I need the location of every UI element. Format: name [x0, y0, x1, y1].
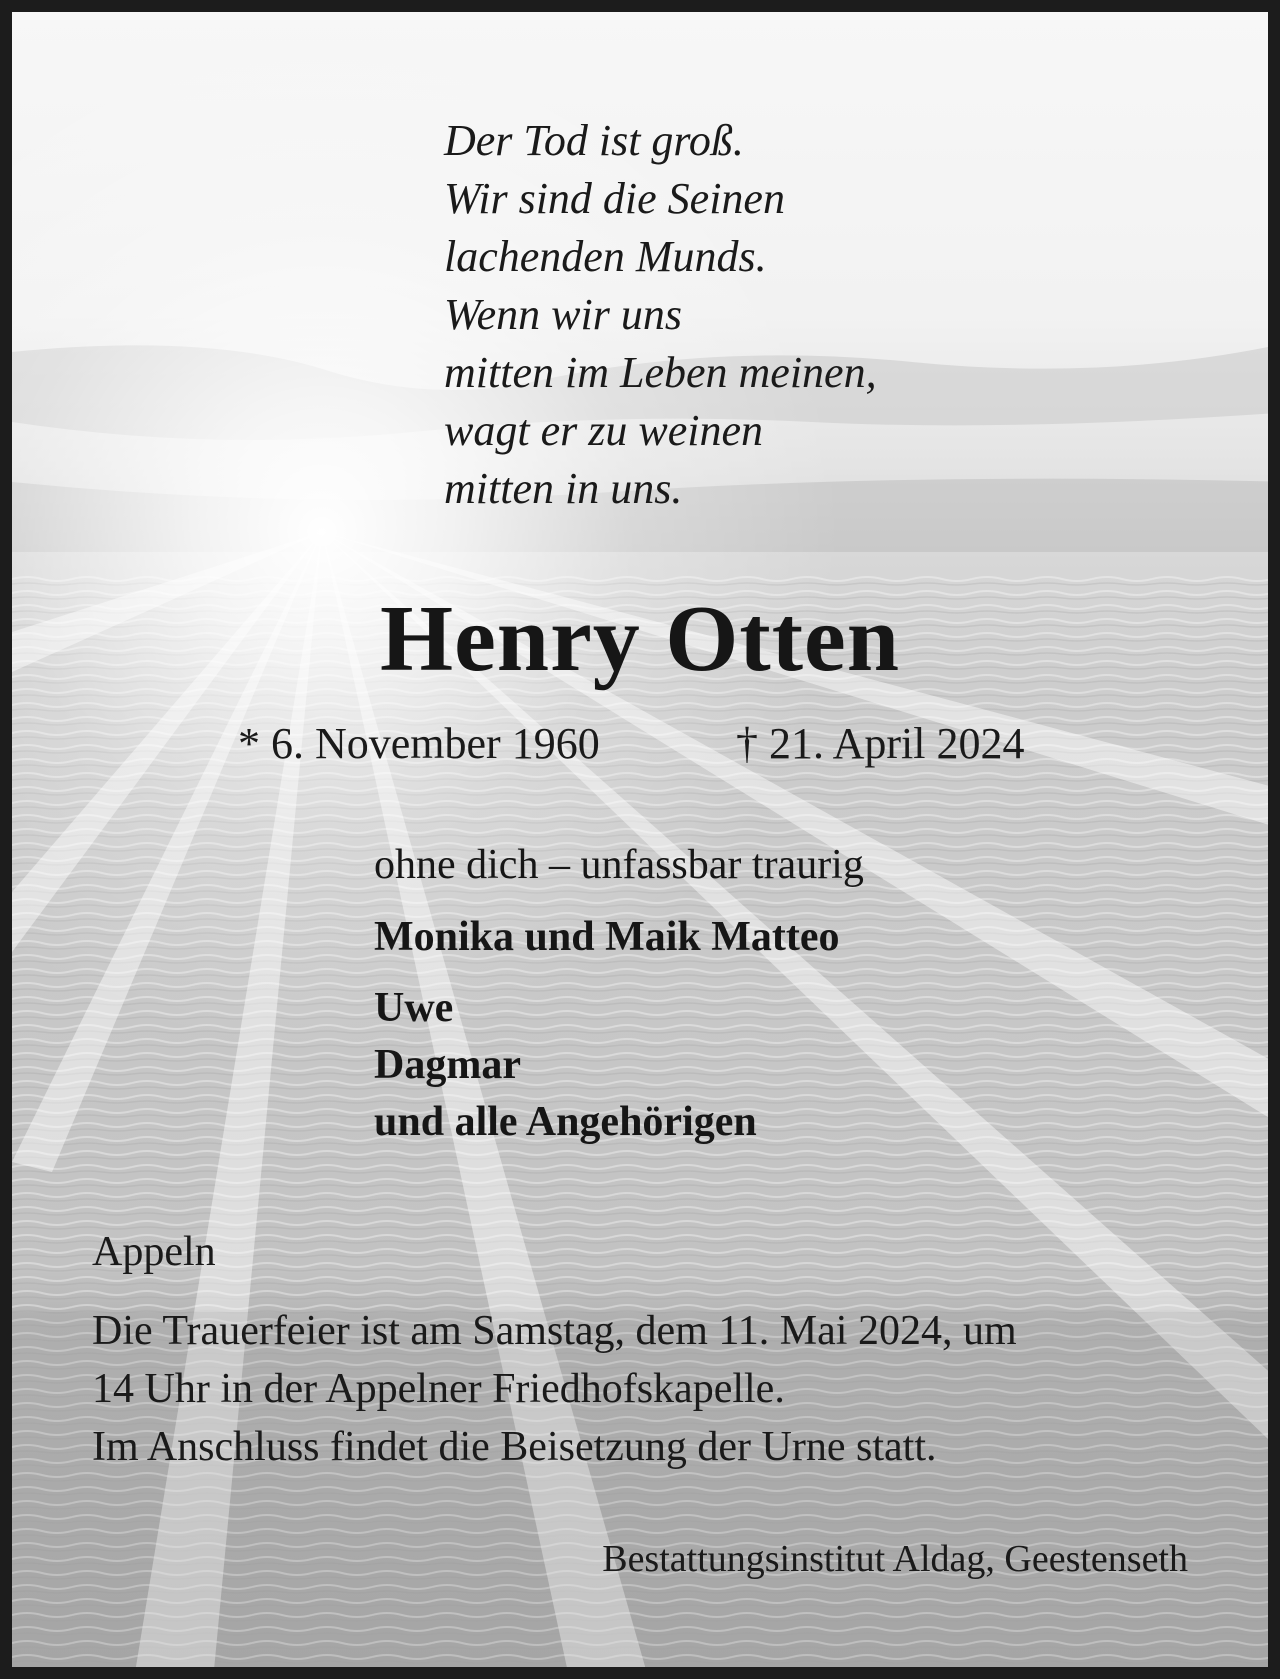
- verse-line: mitten im Leben meinen,: [444, 348, 877, 397]
- mourner-group: [374, 980, 864, 1151]
- mourners: [374, 836, 864, 1151]
- verse-line: wagt er zu weinen: [444, 406, 763, 455]
- mourners-intro: ohne dich – unfassbar traurig: [374, 842, 864, 888]
- verse-line: mitten in uns.: [444, 464, 683, 513]
- mourner-name: und alle Angehörigen: [374, 1099, 757, 1145]
- verse-line: Der Tod ist groß.: [444, 116, 744, 165]
- service-line: Die Trauerfeier ist am Samstag, dem 11. Mai 2024, um: [92, 1308, 1017, 1354]
- service-line: 14 Uhr in der Appelner Friedhofskapelle.: [92, 1366, 785, 1412]
- service-line: Im Anschluss findet die Beisetzung der Urne statt.: [92, 1424, 937, 1470]
- birth-date: * 6. November 1960: [238, 719, 600, 768]
- death-date: † 21. April 2024: [736, 719, 1025, 768]
- mourner-name: Uwe: [374, 985, 454, 1031]
- verse: [444, 112, 877, 518]
- mourner-primary: Monika und Maik Matteo: [374, 914, 840, 960]
- undertaker: Bestattungsinstitut Aldag, Geestenseth: [602, 1538, 1188, 1580]
- mourner-name: Dagmar: [374, 1042, 521, 1088]
- place: Appeln: [92, 1229, 216, 1275]
- verse-line: Wenn wir uns: [444, 290, 682, 339]
- verse-line: Wir sind die Seinen: [444, 174, 785, 223]
- service-info: [92, 1302, 1017, 1476]
- verse-line: lachenden Munds.: [444, 232, 767, 281]
- deceased-name: Henry Otten: [379, 587, 901, 691]
